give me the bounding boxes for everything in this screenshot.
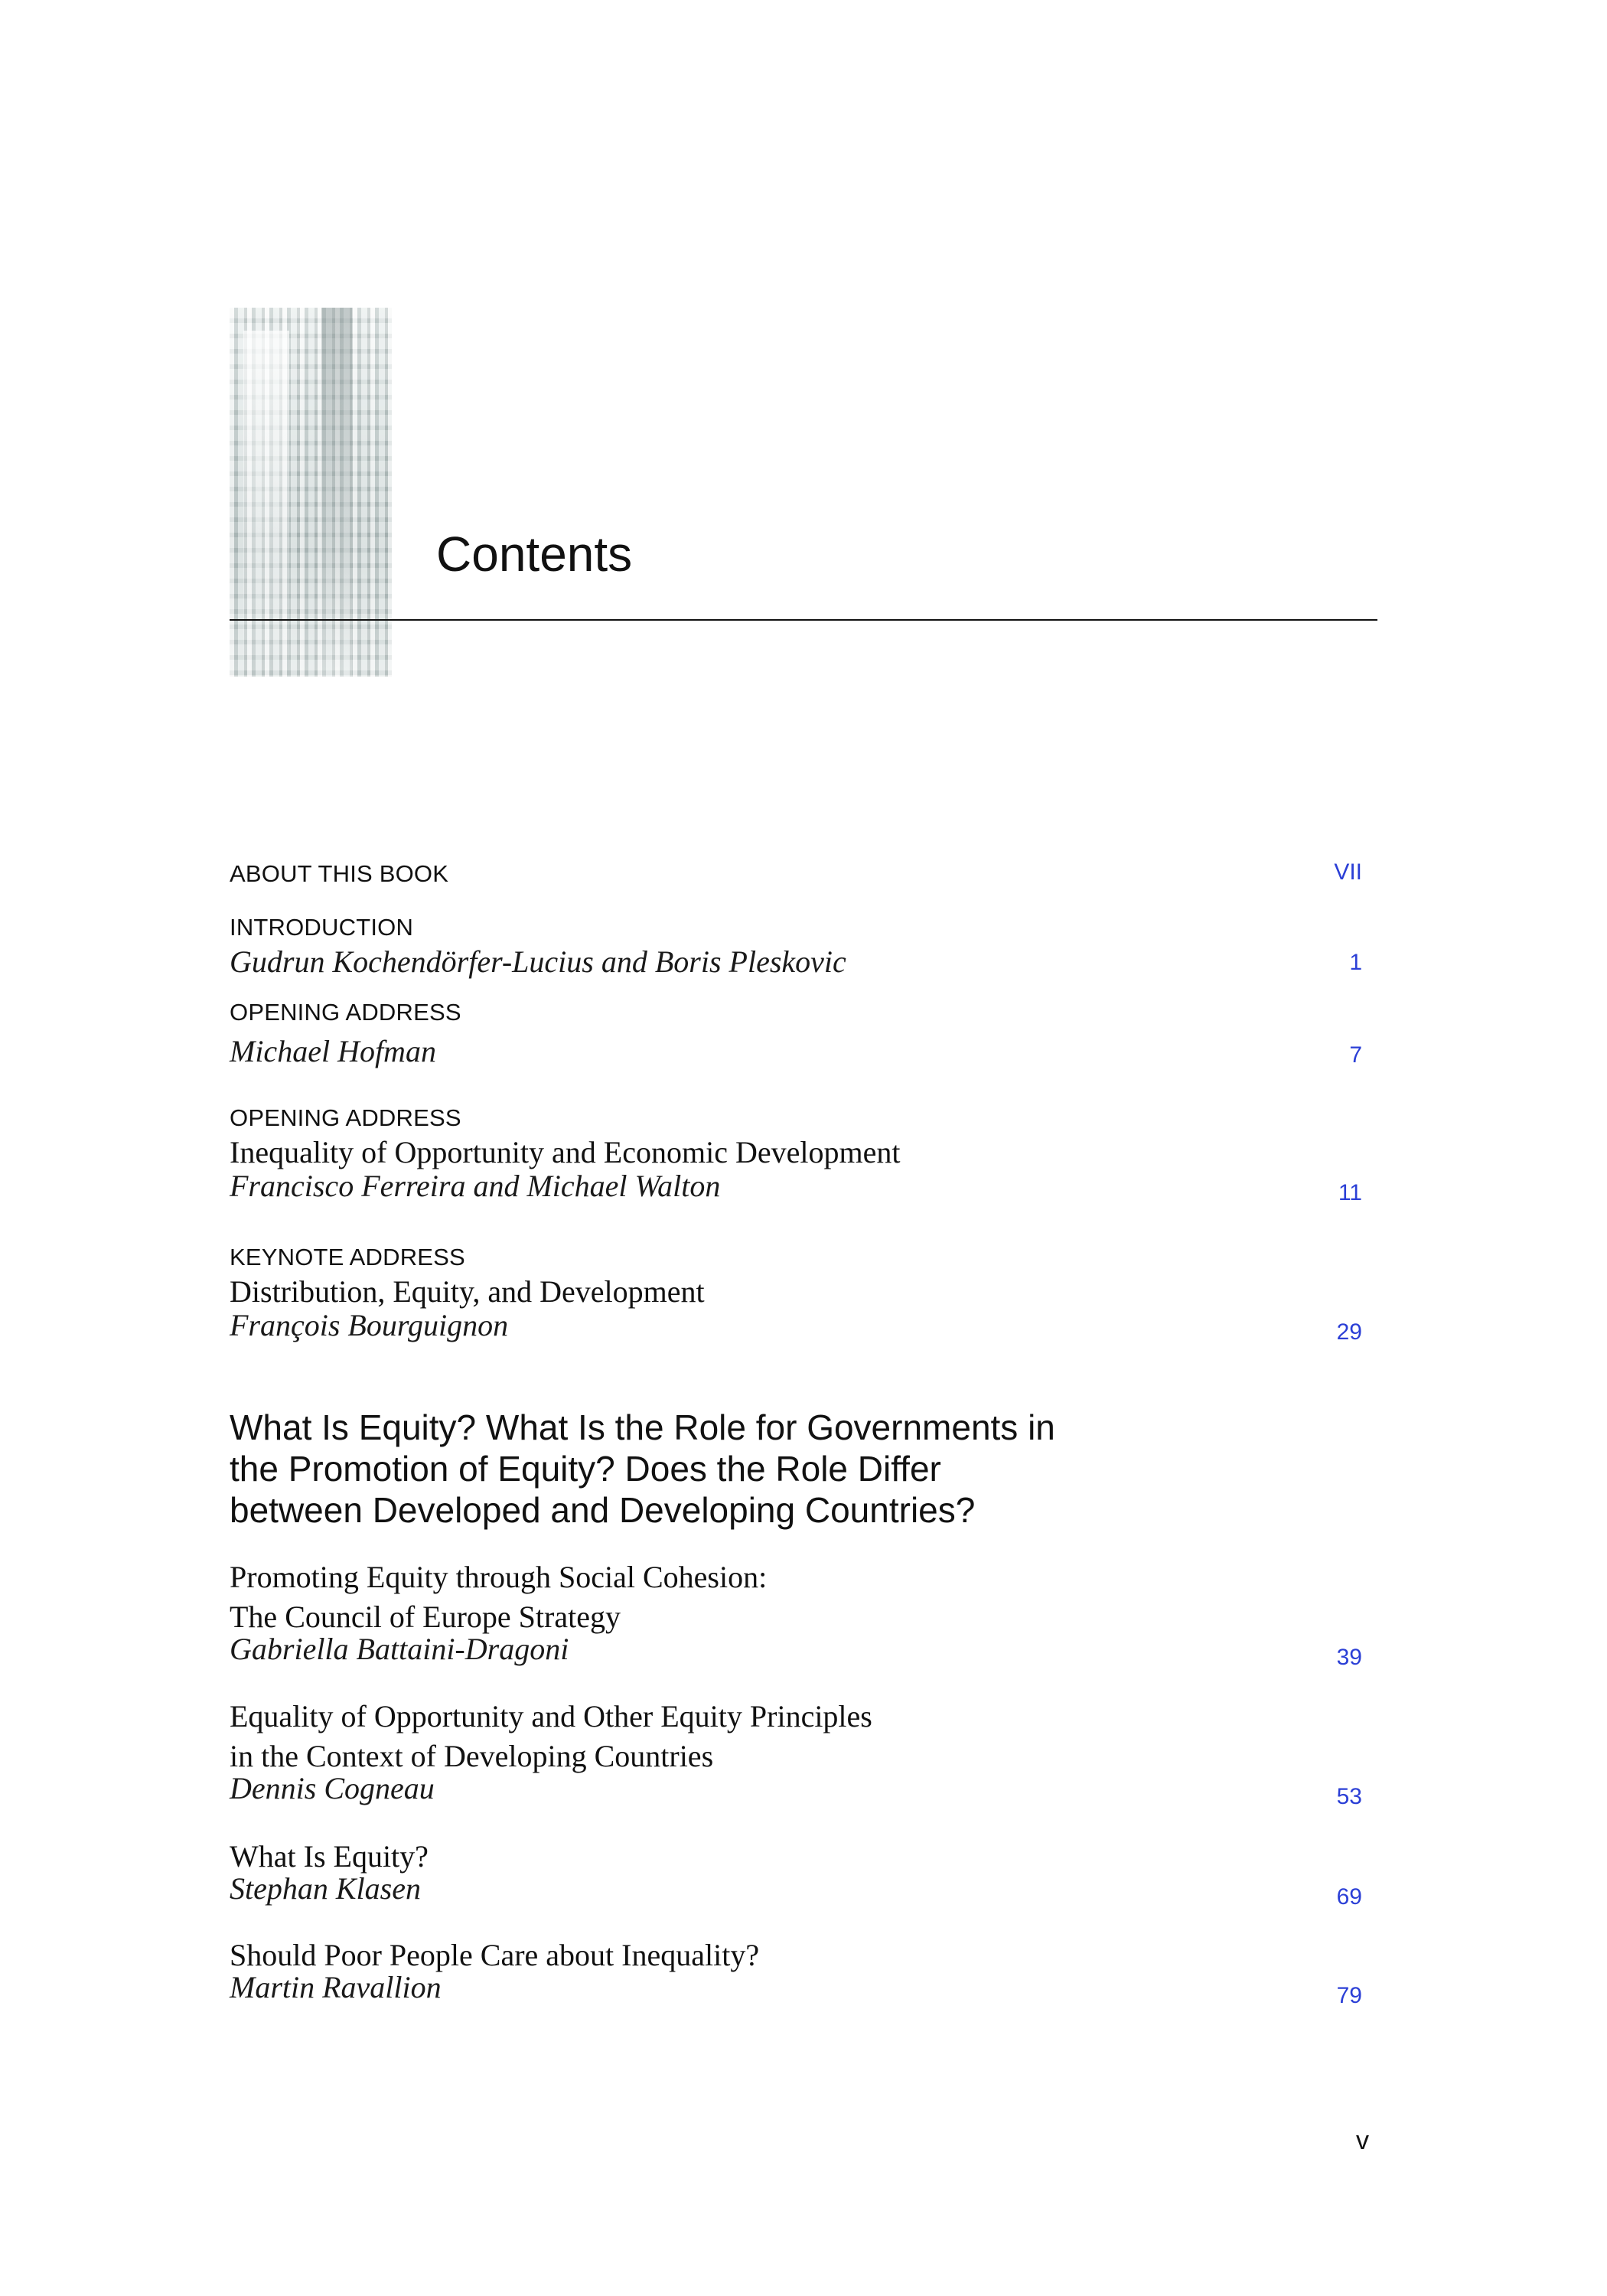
page-number[interactable]: 53 (1336, 1784, 1362, 1809)
page-title: Contents (436, 527, 633, 582)
page-number[interactable]: 69 (1336, 1884, 1362, 1910)
toc-entry-about (230, 859, 1362, 889)
entry-label: ABOUT THIS BOOK (230, 860, 449, 887)
entry-title: Distribution, Equity, and Development (230, 1274, 705, 1309)
toc-entry-klasen (230, 1837, 1362, 1909)
title-rule (230, 619, 1377, 621)
toc-entry-opening-ferreira (230, 1104, 1362, 1206)
entry-label: INTRODUCTION (230, 914, 414, 941)
entry-author: Dennis Cogneau (230, 1771, 435, 1805)
section-heading-line: the Promotion of Equity? Does the Role Differ (230, 1449, 941, 1489)
entry-label: OPENING ADDRESS (230, 999, 461, 1026)
page-number[interactable]: 29 (1336, 1319, 1362, 1345)
page-number[interactable]: 79 (1336, 1983, 1362, 2008)
entry-label: KEYNOTE ADDRESS (230, 1244, 465, 1270)
entry-title: Inequality of Opportunity and Economic Development (230, 1135, 901, 1169)
entry-author: Gudrun Kochendörfer-Lucius and Boris Pleskovic (230, 944, 846, 979)
page-number[interactable]: 11 (1338, 1180, 1362, 1205)
page-number[interactable]: 1 (1349, 950, 1362, 975)
entry-title-line: Equality of Opportunity and Other Equity Principles (230, 1699, 872, 1733)
entry-author: Gabriella Battaini-Dragoni (230, 1632, 569, 1666)
entry-title-line: The Council of Europe Strategy (230, 1600, 621, 1634)
toc-entry-opening-hofman (230, 998, 1362, 1071)
toc-entry-battaini-dragoni (230, 1557, 1362, 1669)
section-heading-line: between Developed and Developing Countries? (230, 1490, 976, 1530)
entry-title-line: What Is Equity? (230, 1839, 429, 1874)
toc-entry-ravallion (230, 1936, 1362, 2007)
page-number[interactable]: VII (1334, 859, 1362, 885)
toc-entry-keynote (230, 1243, 1362, 1345)
entry-title-line: in the Context of Developing Countries (230, 1739, 714, 1773)
decorative-photo-strip (230, 308, 392, 677)
toc-entry-cogneau (230, 1697, 1362, 1808)
entry-author: Martin Ravallion (230, 1970, 442, 2004)
page-folio: v (1356, 2126, 1369, 2155)
section-heading (230, 1407, 1240, 1531)
section-heading-line: What Is Equity? What Is the Role for Governments in (230, 1407, 1055, 1447)
entry-author: Francisco Ferreira and Michael Walton (230, 1169, 721, 1203)
entry-title-line: Should Poor People Care about Inequality? (230, 1938, 760, 1972)
entry-label: OPENING ADDRESS (230, 1104, 461, 1131)
entry-title-line: Promoting Equity through Social Cohesion: (230, 1560, 768, 1594)
page-number[interactable]: 39 (1336, 1645, 1362, 1670)
entry-author: Michael Hofman (230, 1034, 436, 1068)
page-number[interactable]: 7 (1349, 1042, 1362, 1068)
entry-author: François Bourguignon (230, 1308, 509, 1342)
entry-author: Stephan Klasen (230, 1871, 421, 1906)
toc-entry-introduction (230, 913, 1362, 982)
